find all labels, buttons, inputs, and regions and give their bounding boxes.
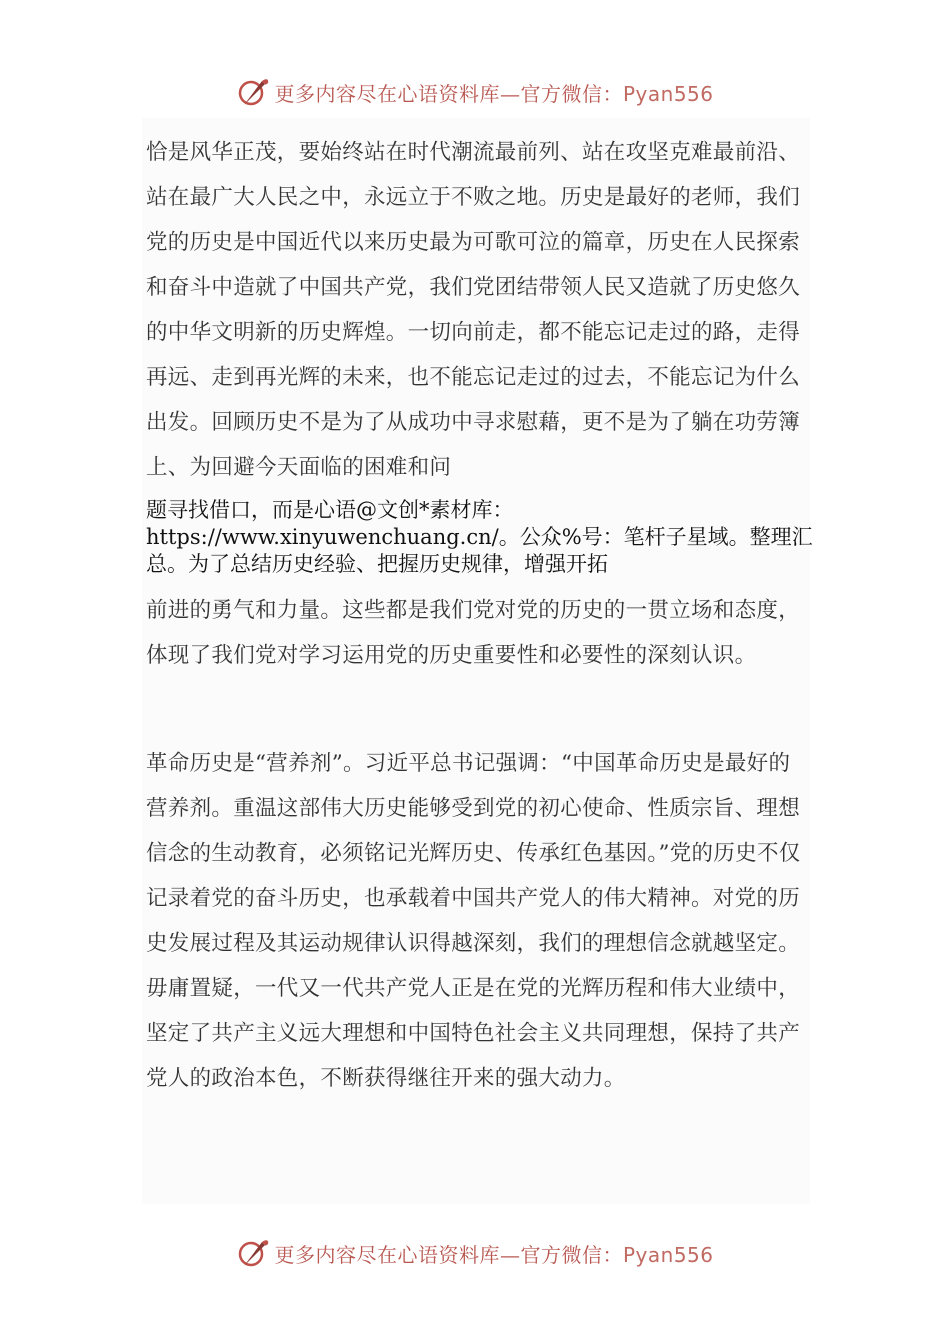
paragraph-3: 前进的勇气和力量。这些都是我们党对党的历史的一贯立场和态度，体现了我们党对学习运用党的历史重要性和必要性的深刻认识。: [146, 598, 801, 668]
paragraph-4: 革命历史是“营养剂”。习近平总书记强调：“中国革命历史是最好的营养剂。重温这部伟大历史能够受到党的初心使命、性质宗旨、理想信念的生动教育，必须铭记光辉历史、传承红色基因。”党的历史不仅记录着党的奋斗历史，也承载着中国共产党人的伟大精神。对党的历史发展过程及其运动规律认识得越深刻，我们的理想信念就越坚定。毋庸置疑，一代又一代共产党人正是在党的光辉历程和伟大业绩中，坚定了共产主义远大理想和中国特色社会主义共同理想，保持了共产党人的政治本色，不断获得继往开来的强大动力。: [146, 751, 801, 1091]
banner-wechat-id: Pyan556: [622, 81, 714, 106]
quill-logo-icon: [236, 1236, 270, 1270]
banner-text: [274, 78, 713, 107]
paragraph-2-watermark-insert: 题寻找借口，而是心语@文创*素材库：https://www.xinyuwenchuang.cn/。公众%号：笔杆子星域。整理汇总。为了总结历史经验、把握历史规律，增强开拓: [146, 498, 813, 576]
banner-dash: —: [499, 1242, 521, 1267]
banner-site-name: 更多内容尽在心语资料库: [274, 1242, 500, 1267]
banner-wechat-label: 官方微信：: [520, 81, 623, 106]
quill-logo-icon: [236, 75, 270, 109]
paragraph-1: 恰是风华正茂，要始终站在时代潮流最前列、站在攻坚克难最前沿、站在最广大人民之中，永远立于不败之地。历史是最好的老师，我们党的历史是中国近代以来历史最为可歌可泣的篇章，历史在人民探索和奋斗中造就了中国共产党，我们党团结带领人民又造就了历史悠久的中华文明新的历史辉煌。一切向前走，都不能忘记走过的路，走得再远、走到再光辉的未来，也不能忘记走过的过去，不能忘记为什么出发。回顾历史不是为了从成功中寻求慰藉，更不是为了躺在功劳簿上、为回避今天面临的困难和问: [146, 140, 801, 480]
footer-banner: [0, 1233, 950, 1273]
banner-wechat-label: 官方微信：: [520, 1242, 623, 1267]
header-banner: [0, 72, 950, 112]
banner-site-name: 更多内容尽在心语资料库: [274, 81, 500, 106]
banner-text: [274, 1239, 713, 1268]
banner-dash: —: [499, 81, 521, 106]
banner-wechat-id: Pyan556: [622, 1242, 714, 1267]
